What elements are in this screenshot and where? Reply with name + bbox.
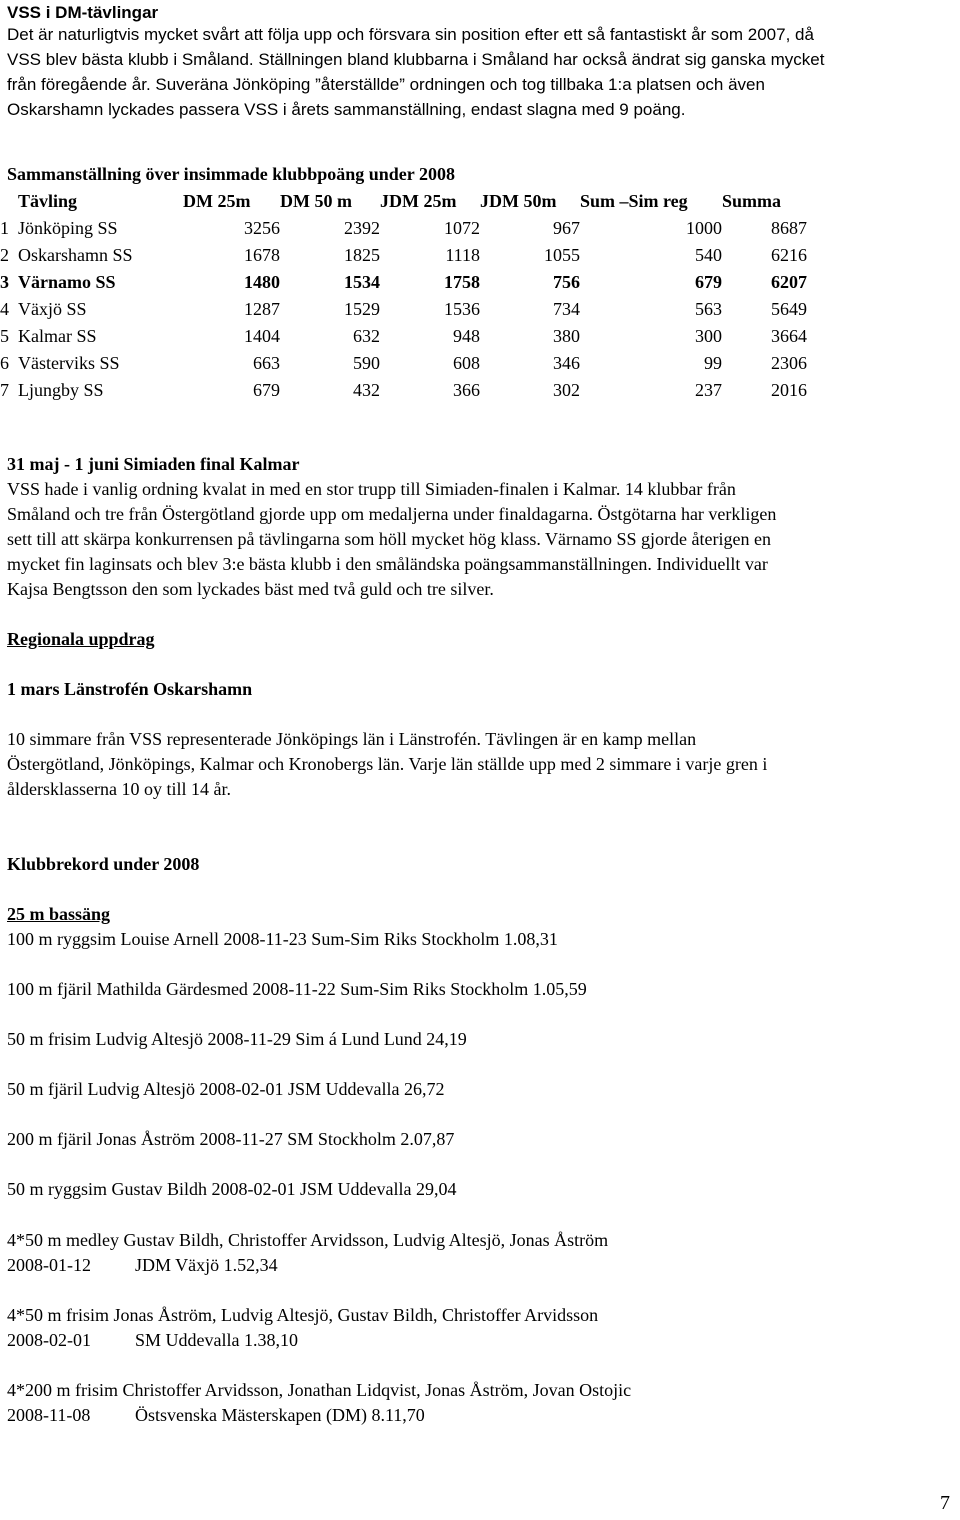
row-jdm25: 948 xyxy=(453,326,480,346)
relay-event: JDM Växjö 1.52,34 xyxy=(135,1255,278,1275)
row-jdm50: 1055 xyxy=(544,245,580,265)
paragraph-line: Det är naturligtvis mycket svårt att följa upp och försvara sin position efter ett så fantastiskt år som 2007, då xyxy=(7,25,814,44)
row-jdm50: 734 xyxy=(553,299,580,319)
header-summa: Summa xyxy=(722,191,782,211)
relay-record xyxy=(7,1228,608,1278)
record-item: 100 m fjäril Mathilda Gärdesmed 2008-11-22 Sum-Sim Riks Stockholm 1.05,59 xyxy=(7,979,587,999)
row-rank: 5 xyxy=(0,326,9,346)
row-rank: 2 xyxy=(0,245,9,265)
row-sumsim: 237 xyxy=(695,380,722,400)
section-title-simiaden: 31 maj - 1 juni Simiaden final Kalmar xyxy=(7,454,300,474)
row-summa: 8687 xyxy=(771,218,807,238)
relay-event: Östsvenska Mästerskapen (DM) 8.11,70 xyxy=(135,1405,425,1425)
paragraph-line: mycket fin laginsats och blev 3:e bästa klubb i den småländska poängsammanställningen. Individuellt var xyxy=(7,554,768,574)
paragraph-line: Kajsa Bengtsson den som lyckades bäst med två guld och tre silver. xyxy=(7,579,494,599)
row-summa: 3664 xyxy=(771,326,807,346)
section-title-lanstrofen: 1 mars Länstrofén Oskarshamn xyxy=(7,679,253,699)
row-sumsim: 300 xyxy=(695,326,722,346)
record-item: 200 m fjäril Jonas Åström 2008-11-27 SM Stockholm 2.07,87 xyxy=(7,1129,455,1149)
row-club: Jönköping SS xyxy=(18,218,118,238)
paragraph-line: Oskarshamn lyckades passera VSS i årets sammanställning, endast slagna med 9 poäng. xyxy=(7,100,686,119)
section-title-regionala: Regionala uppdrag xyxy=(7,629,155,649)
row-summa: 6216 xyxy=(771,245,807,265)
relay-record xyxy=(7,1378,631,1428)
record-item: 50 m ryggsim Gustav Bildh 2008-02-01 JSM Uddevalla 29,04 xyxy=(7,1179,457,1199)
row-sumsim: 99 xyxy=(704,353,722,373)
simiaden-paragraph xyxy=(7,477,776,602)
row-dm50: 590 xyxy=(353,353,380,373)
row-club: Västerviks SS xyxy=(18,353,120,373)
header-tavling: Tävling xyxy=(18,191,78,211)
paragraph-line: VSS hade i vanlig ordning kvalat in med en stor trupp till Simiaden-finalen i Kalmar. 14 klubbar från xyxy=(7,479,736,499)
paragraph-line: Småland och tre från Östergötland gjorde upp om medaljerna under finaldagarna. Östgötarna har verkligen xyxy=(7,504,777,524)
row-summa: 5649 xyxy=(771,299,807,319)
row-jdm25: 1072 xyxy=(444,218,480,238)
table-row xyxy=(0,350,807,377)
row-club: Värnamo SS xyxy=(18,272,116,292)
relay-line: 4*200 m frisim Christoffer Arvidsson, Jonathan Lidqvist, Jonas Åström, Jovan Ostojic xyxy=(7,1380,632,1400)
row-dm25: 1678 xyxy=(244,245,280,265)
row-sumsim: 540 xyxy=(695,245,722,265)
row-jdm25: 1118 xyxy=(445,245,480,265)
row-rank: 6 xyxy=(0,353,9,373)
row-club: Oskarshamn SS xyxy=(18,245,133,265)
relay-date: 2008-02-01 xyxy=(7,1330,91,1350)
header-dm50: DM 50 m xyxy=(280,191,352,211)
relay-date-line xyxy=(7,1253,608,1278)
row-dm50: 1529 xyxy=(344,299,380,319)
relay-line: 4*50 m frisim Jonas Åström, Ludvig Altesjö, Gustav Bildh, Christoffer Arvidsson xyxy=(7,1305,599,1325)
section-title-vss-dm: VSS i DM-tävlingar xyxy=(7,3,159,22)
relay-line: 4*50 m medley Gustav Bildh, Christoffer Arvidsson, Ludvig Altesjö, Jonas Åström xyxy=(7,1230,609,1250)
page-number: 7 xyxy=(940,1492,950,1514)
row-sumsim: 1000 xyxy=(686,218,722,238)
row-dm25: 1480 xyxy=(244,272,280,292)
row-jdm50: 346 xyxy=(553,353,580,373)
table-row xyxy=(0,296,807,323)
paragraph-line: åldersklasserna 10 oy till 14 år. xyxy=(7,779,231,799)
row-dm50: 2392 xyxy=(344,218,380,238)
row-jdm25: 366 xyxy=(453,380,480,400)
lanstrofen-paragraph xyxy=(7,727,767,802)
paragraph-line: Östergötland, Jönköpings, Kalmar och Kronobergs län. Varje län ställde upp med 2 simmare i varje gren i xyxy=(7,754,768,774)
row-jdm50: 302 xyxy=(553,380,580,400)
row-jdm50: 967 xyxy=(553,218,580,238)
row-dm25: 679 xyxy=(253,380,280,400)
record-item: 50 m frisim Ludvig Altesjö 2008-11-29 Sim á Lund Lund 24,19 xyxy=(7,1029,467,1049)
header-jdm25: JDM 25m xyxy=(380,191,457,211)
header-jdm50: JDM 50m xyxy=(480,191,557,211)
row-dm25: 1404 xyxy=(244,326,280,346)
paragraph-line: från föregående år. Suveräna Jönköping ”återställde” ordningen och tog tillbaka 1:a platsen och även xyxy=(7,75,765,94)
row-jdm25: 608 xyxy=(453,353,480,373)
paragraph-line: 10 simmare från VSS representerade Jönköpings län i Länstrofén. Tävlingen är en kamp mellan xyxy=(7,729,697,749)
row-dm25: 1287 xyxy=(244,299,280,319)
row-rank: 7 xyxy=(0,380,9,400)
subsection-title-25m: 25 m bassäng xyxy=(7,904,111,924)
row-jdm25: 1536 xyxy=(444,299,480,319)
standings-table xyxy=(0,188,807,404)
row-dm25: 3256 xyxy=(244,218,280,238)
table-row xyxy=(0,242,807,269)
table-row xyxy=(0,269,807,296)
relay-record xyxy=(7,1303,598,1353)
row-club: Ljungby SS xyxy=(18,380,104,400)
row-dm50: 632 xyxy=(353,326,380,346)
relay-event: SM Uddevalla 1.38,10 xyxy=(135,1330,298,1350)
vss-dm-paragraph xyxy=(7,22,824,122)
row-rank: 4 xyxy=(0,299,9,319)
relay-date: 2008-11-08 xyxy=(7,1405,91,1425)
table-row xyxy=(0,215,807,242)
header-dm25: DM 25m xyxy=(183,191,251,211)
row-summa: 6207 xyxy=(771,272,807,292)
relay-date: 2008-01-12 xyxy=(7,1255,91,1275)
header-sumsim: Sum –Sim reg xyxy=(580,191,688,211)
row-dm50: 1825 xyxy=(344,245,380,265)
row-sumsim: 563 xyxy=(695,299,722,319)
table-row xyxy=(0,377,807,404)
paragraph-line: VSS blev bästa klubb i Småland. Ställningen bland klubbarna i Småland har också ändrat sig ganska mycket xyxy=(7,50,825,69)
row-club: Kalmar SS xyxy=(18,326,97,346)
row-dm50: 432 xyxy=(353,380,380,400)
relay-date-line xyxy=(7,1403,631,1428)
standings-header-row xyxy=(0,188,807,215)
row-sumsim: 679 xyxy=(695,272,722,292)
section-title-klubbrekord: Klubbrekord under 2008 xyxy=(7,854,200,874)
paragraph-line: sett till att skärpa konkurrensen på tävlingarna som höll mycket hög klass. Värnamo SS gjorde återigen en xyxy=(7,529,771,549)
row-summa: 2306 xyxy=(771,353,807,373)
row-jdm25: 1758 xyxy=(444,272,480,292)
relay-date-line xyxy=(7,1328,598,1353)
row-dm25: 663 xyxy=(253,353,280,373)
row-jdm50: 756 xyxy=(553,272,580,292)
table-row xyxy=(0,323,807,350)
record-item: 50 m fjäril Ludvig Altesjö 2008-02-01 JSM Uddevalla 26,72 xyxy=(7,1079,445,1099)
row-jdm50: 380 xyxy=(553,326,580,346)
row-rank: 3 xyxy=(0,272,9,292)
row-club: Växjö SS xyxy=(18,299,87,319)
row-rank: 1 xyxy=(0,218,9,238)
standings-title: Sammanställning över insimmade klubbpoäng under 2008 xyxy=(7,164,455,184)
row-summa: 2016 xyxy=(771,380,807,400)
row-dm50: 1534 xyxy=(344,272,380,292)
record-item: 100 m ryggsim Louise Arnell 2008-11-23 Sum-Sim Riks Stockholm 1.08,31 xyxy=(7,929,558,949)
